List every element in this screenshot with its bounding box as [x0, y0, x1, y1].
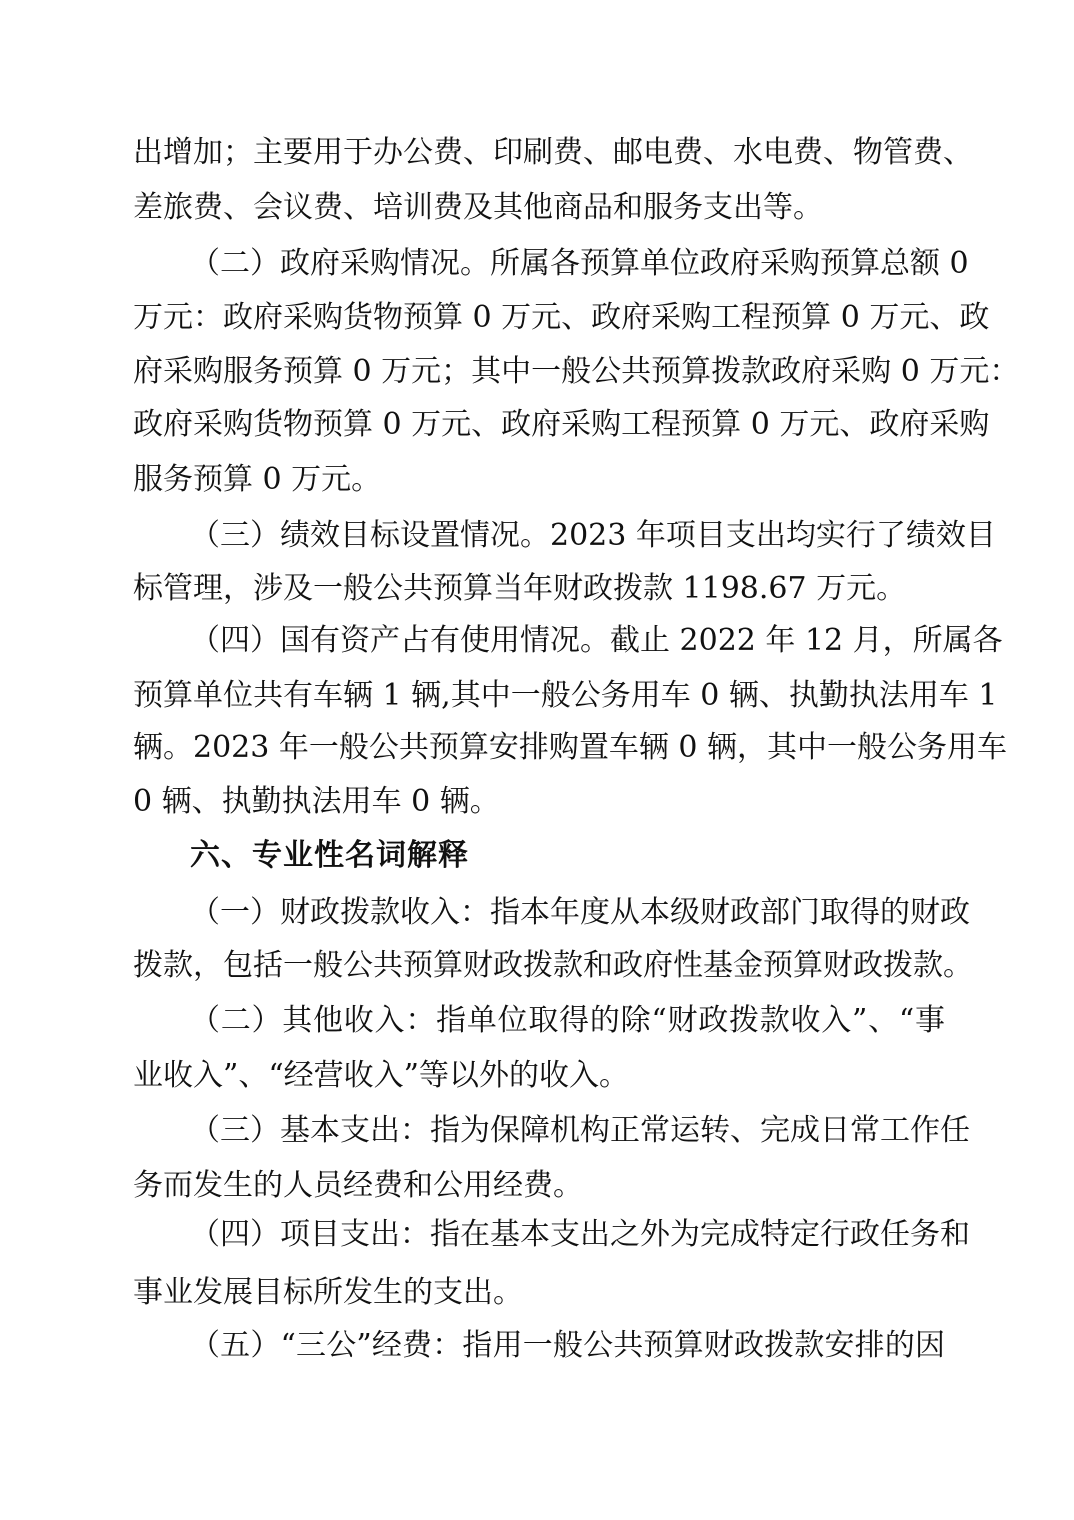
body-text-line: （四）国有资产占有使用情况。截止 2022 年 12 月，所属各 [190, 623, 1003, 658]
body-text-line: 标管理，涉及一般公共预算当年财政拨款 1198.67 万元。 [133, 571, 907, 606]
body-text-line: 服务预算 0 万元。 [133, 462, 382, 497]
body-text-line: （五）“三公”经费：指用一般公共预算财政拨款安排的因 [190, 1328, 945, 1363]
body-text-line: 预算单位共有车辆 1 辆,其中一般公务用车 0 辆、执勤执法用车 1 [133, 678, 998, 713]
body-text-line: （四）项目支出：指在基本支出之外为完成特定行政任务和 [190, 1217, 970, 1252]
body-text-line: 0 辆、执勤执法用车 0 辆。 [133, 784, 500, 819]
body-text-line: （一）财政拨款收入：指本年度从本级财政部门取得的财政 [190, 895, 970, 930]
section-heading: 六、专业性名词解释 [190, 838, 469, 873]
body-text-line: 拨款，包括一般公共预算财政拨款和政府性基金预算财政拨款。 [133, 948, 973, 983]
body-text-line: 事业发展目标所发生的支出。 [133, 1275, 523, 1310]
body-text-line: （三）基本支出：指为保障机构正常运转、完成日常工作任 [190, 1113, 970, 1148]
body-text-line: （二）政府采购情况。所属各预算单位政府采购预算总额 0 [190, 246, 969, 281]
body-text-line: 业收入”、“经营收入”等以外的收入。 [133, 1058, 630, 1093]
body-text-line: （三）绩效目标设置情况。2023 年项目支出均实行了绩效目 [190, 518, 996, 553]
body-text-line: 万元：政府采购货物预算 0 万元、政府采购工程预算 0 万元、政 [133, 300, 990, 335]
body-text-line: 出增加；主要用于办公费、印刷费、邮电费、水电费、物管费、 [133, 135, 973, 170]
body-text-line: 政府采购货物预算 0 万元、政府采购工程预算 0 万元、政府采购 [133, 407, 990, 442]
body-text-line: （二）其他收入：指单位取得的除“财政拨款收入”、“事 [190, 1003, 945, 1038]
body-text-line: 府采购服务预算 0 万元；其中一般公共预算拨款政府采购 0 万元： [133, 354, 1020, 389]
body-text-line: 辆。2023 年一般公共预算安排购置车辆 0 辆，其中一般公务用车 [133, 730, 1008, 765]
body-text-line: 差旅费、会议费、培训费及其他商品和服务支出等。 [133, 190, 823, 225]
body-text-line: 务而发生的人员经费和公用经费。 [133, 1168, 583, 1203]
